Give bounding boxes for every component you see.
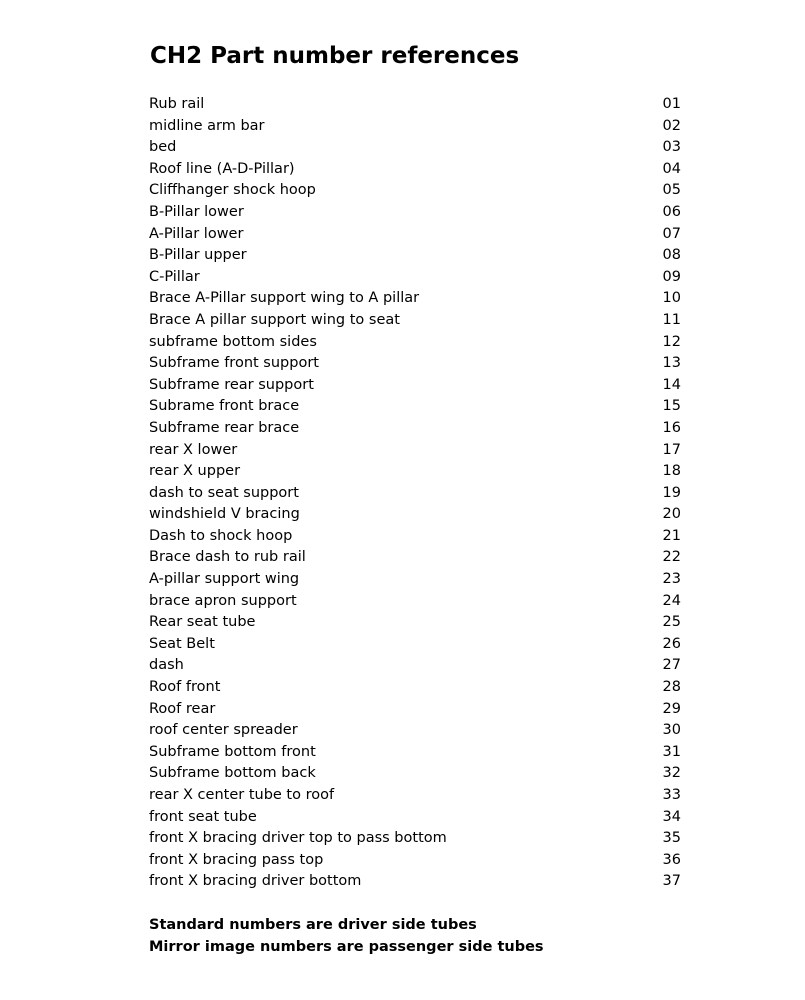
note-standard: Standard numbers are driver side tubes: [149, 917, 477, 933]
part-row: [149, 785, 681, 807]
part-name: rear X upper: [149, 463, 241, 480]
part-row: [149, 396, 681, 418]
part-name: Brace dash to rub rail: [149, 549, 306, 566]
part-name: front X bracing pass top: [149, 851, 324, 868]
part-row: [149, 375, 681, 397]
part-number: 27: [662, 657, 681, 674]
part-row: [149, 418, 681, 440]
part-number: 07: [662, 225, 681, 242]
part-name: rear X center tube to roof: [149, 787, 335, 803]
part-number: 12: [662, 333, 681, 350]
part-row: [149, 180, 681, 202]
part-name: A-Pillar lower: [149, 225, 244, 242]
part-number: 29: [662, 700, 681, 717]
part-name: Dash to shock hoop: [149, 527, 293, 544]
part-number: 28: [662, 679, 681, 696]
part-row: [149, 440, 681, 462]
page-title: CH2 Part number references: [150, 43, 520, 69]
part-number: 16: [662, 419, 681, 436]
part-row: [149, 288, 681, 310]
part-name: Roof line (A-D-Pillar): [149, 160, 295, 177]
part-number: 10: [662, 290, 681, 307]
part-number: 21: [662, 527, 681, 544]
part-number: 20: [662, 506, 681, 523]
part-row: [149, 634, 681, 656]
part-name: A-pillar support wing: [149, 571, 300, 588]
part-row: [149, 591, 681, 613]
part-name: Subframe bottom front: [149, 743, 316, 760]
part-name: Subrame front brace: [149, 398, 300, 415]
part-number: 36: [662, 851, 681, 868]
part-row: [149, 655, 681, 677]
part-row: [149, 310, 681, 332]
part-row: [149, 850, 681, 872]
part-number: 31: [662, 743, 681, 760]
part-row: [149, 332, 681, 354]
part-name: rear X lower: [149, 441, 238, 458]
part-name: Roof rear: [149, 700, 216, 717]
part-number: 14: [662, 376, 681, 393]
part-row: [149, 763, 681, 785]
part-number: 04: [662, 160, 681, 177]
part-row: [149, 871, 681, 893]
part-name: front X bracing driver top to pass bottom: [149, 830, 447, 847]
part-number: 13: [662, 355, 681, 372]
part-row: [149, 461, 681, 483]
part-name: Rear seat tube: [149, 614, 256, 631]
part-number: 24: [662, 592, 681, 609]
part-name: Rub rail: [149, 96, 205, 112]
part-number: 06: [662, 203, 681, 220]
part-row: [149, 353, 681, 375]
part-row: [149, 699, 681, 721]
part-number: 18: [662, 463, 681, 480]
part-row: [149, 504, 681, 526]
part-number: 19: [662, 484, 681, 501]
part-name: midline arm bar: [149, 117, 265, 134]
part-name: Seat Belt: [149, 635, 215, 652]
part-number: 35: [662, 830, 681, 847]
part-row: [149, 807, 681, 829]
notes: [149, 914, 544, 958]
part-name: windshield V bracing: [149, 506, 300, 523]
part-name: Subframe front support: [149, 355, 319, 372]
part-row: [149, 267, 681, 289]
note-mirror: Mirror image numbers are passenger side tubes: [149, 939, 544, 955]
part-number: 03: [662, 139, 681, 156]
parts-list: [149, 94, 681, 893]
part-number: 08: [662, 247, 681, 264]
part-name: subframe bottom sides: [149, 333, 317, 350]
part-name: roof center spreader: [149, 722, 298, 739]
part-name: C-Pillar: [149, 268, 200, 285]
part-name: dash: [149, 657, 184, 674]
part-row: [149, 526, 681, 548]
part-row: [149, 137, 681, 159]
part-number: 37: [662, 873, 681, 890]
part-number: 30: [662, 722, 681, 739]
part-name: Subframe rear brace: [149, 419, 300, 436]
part-number: 32: [662, 765, 681, 782]
part-number: 26: [662, 635, 681, 652]
part-name: B-Pillar upper: [149, 247, 247, 264]
part-row: [149, 677, 681, 699]
part-row: [149, 612, 681, 634]
part-number: 01: [662, 96, 681, 112]
part-name: brace apron support: [149, 592, 297, 609]
part-row: [149, 742, 681, 764]
part-row: [149, 159, 681, 181]
part-row: [149, 94, 681, 116]
part-row: [149, 483, 681, 505]
part-name: bed: [149, 139, 177, 156]
part-row: [149, 116, 681, 138]
part-number: 15: [662, 398, 681, 415]
part-name: front seat tube: [149, 808, 257, 825]
part-name: dash to seat support: [149, 484, 299, 501]
part-name: Cliffhanger shock hoop: [149, 182, 316, 199]
part-number: 34: [662, 808, 681, 825]
part-number: 11: [662, 311, 681, 328]
part-name: B-Pillar lower: [149, 203, 244, 220]
part-row: [149, 224, 681, 246]
part-number: 09: [662, 268, 681, 285]
part-row: [149, 569, 681, 591]
part-name: front X bracing driver bottom: [149, 873, 362, 890]
part-row: [149, 828, 681, 850]
part-number: 23: [662, 571, 681, 588]
part-row: [149, 202, 681, 224]
part-name: Subframe bottom back: [149, 765, 316, 782]
part-number: 22: [662, 549, 681, 566]
part-number: 25: [662, 614, 681, 631]
part-row: [149, 245, 681, 267]
part-name: Brace A pillar support wing to seat: [149, 311, 400, 328]
part-row: [149, 720, 681, 742]
part-number: 33: [662, 787, 681, 803]
part-row: [149, 547, 681, 569]
part-name: Brace A-Pillar support wing to A pillar: [149, 290, 420, 307]
part-number: 02: [662, 117, 681, 134]
part-number: 17: [662, 441, 681, 458]
part-name: Subframe rear support: [149, 376, 314, 393]
part-number: 05: [662, 182, 681, 199]
part-name: Roof front: [149, 679, 221, 696]
